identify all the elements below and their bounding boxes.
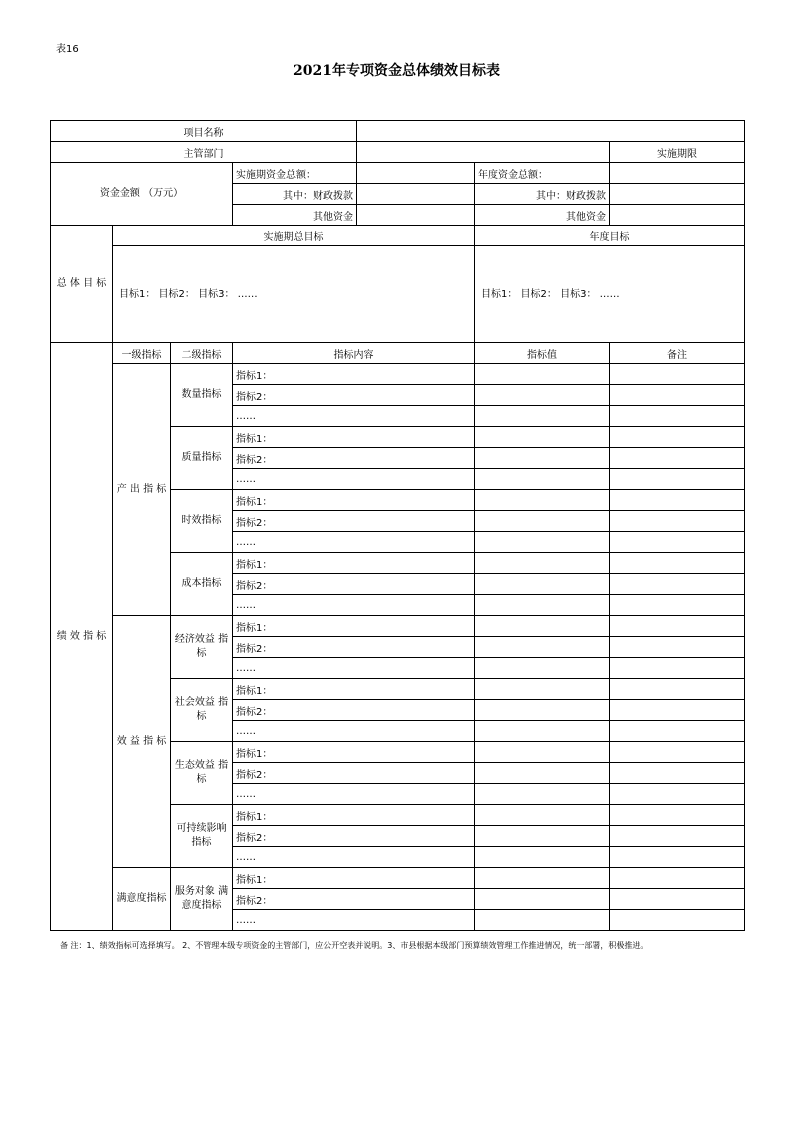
level2-indicator: 成本指标 [171, 553, 233, 616]
indicator-value-cell[interactable] [475, 427, 610, 448]
footnote: 备 注：1、绩效指标可选择填写。 2、不管理本级专项资金的主管部门，应公开空表并说明。3、市县根据本级部门预算绩效管理工作推进情况，统一部署，积极推进。 [60, 941, 649, 950]
level1-indicator: 产 出 指 标 [113, 364, 171, 616]
level2-indicator: 时效指标 [171, 490, 233, 553]
indicator-content-cell[interactable]: …… [233, 910, 475, 931]
period-total-label: 实施期资金总额： [233, 163, 357, 184]
indicator-value-cell[interactable] [475, 763, 610, 784]
indicator-row [51, 616, 745, 637]
indicator-remark-cell[interactable] [610, 574, 745, 595]
annual-other-label: 其他资金 [475, 205, 610, 226]
indicator-content-cell[interactable]: 指标2： [233, 826, 475, 847]
indicator-content-cell[interactable]: 指标2： [233, 511, 475, 532]
period-other-field[interactable] [357, 205, 475, 226]
project-name-label: 项目名称 [51, 121, 357, 142]
level2-indicator: 可持续影响 指标 [171, 805, 233, 868]
indicator-content-cell[interactable]: 指标1： [233, 553, 475, 574]
indicator-remark-cell[interactable] [610, 469, 745, 490]
annual-goals-list[interactable]: 目标1： 目标2： 目标3： …… [475, 246, 745, 343]
indicator-remark-cell[interactable] [610, 427, 745, 448]
indicator-value-cell[interactable] [475, 721, 610, 742]
indicator-row [51, 364, 745, 385]
level1-header: 一级指标 [113, 343, 171, 364]
indicator-remark-cell[interactable] [610, 448, 745, 469]
indicator-value-cell[interactable] [475, 364, 610, 385]
indicator-remark-cell[interactable] [610, 385, 745, 406]
dept-field[interactable] [357, 142, 610, 163]
indicator-value-cell[interactable] [475, 847, 610, 868]
funds-label: 资金金额 （万元） [51, 163, 233, 226]
level2-indicator: 质量指标 [171, 427, 233, 490]
indicator-remark-cell[interactable] [610, 700, 745, 721]
level2-header: 二级指标 [171, 343, 233, 364]
indicator-content-cell[interactable]: 指标1： [233, 616, 475, 637]
indicator-value-cell[interactable] [475, 784, 610, 805]
indicator-content-cell[interactable]: 指标1： [233, 490, 475, 511]
indicator-content-cell[interactable]: 指标2： [233, 385, 475, 406]
indicator-remark-cell[interactable] [610, 616, 745, 637]
indicator-value-cell[interactable] [475, 385, 610, 406]
page-title: 2021年专项资金总体绩效目标表 [293, 63, 500, 79]
level2-indicator: 数量指标 [171, 364, 233, 427]
period-goal-header: 实施期总目标 [113, 226, 475, 246]
indicator-value-cell[interactable] [475, 406, 610, 427]
indicator-value-cell[interactable] [475, 637, 610, 658]
indicator-content-cell[interactable]: 指标1： [233, 679, 475, 700]
indicator-remark-cell[interactable] [610, 364, 745, 385]
indicator-remark-cell[interactable] [610, 637, 745, 658]
performance-target-table [50, 120, 745, 931]
indicator-value-cell[interactable] [475, 826, 610, 847]
indicator-value-cell[interactable] [475, 490, 610, 511]
indicator-content-cell[interactable]: 指标2： [233, 889, 475, 910]
annual-fiscal-label: 其中：财政拨款 [475, 184, 610, 205]
indicator-remark-cell[interactable] [610, 889, 745, 910]
indicator-content-cell[interactable]: 指标2： [233, 763, 475, 784]
indicator-value-cell[interactable] [475, 553, 610, 574]
overall-goal-label: 总 体 目 标 [51, 226, 113, 343]
level2-indicator: 服务对象 满意度指标 [171, 868, 233, 931]
annual-fiscal-field[interactable] [610, 184, 745, 205]
indicator-content-cell[interactable]: …… [233, 658, 475, 679]
level1-indicator: 效 益 指 标 [113, 616, 171, 868]
indicator-remark-cell[interactable] [610, 553, 745, 574]
period-other-label: 其他资金 [233, 205, 357, 226]
indicator-remark-cell[interactable] [610, 511, 745, 532]
indicator-value-cell[interactable] [475, 700, 610, 721]
indicator-remark-cell[interactable] [610, 490, 745, 511]
content-header: 指标内容 [233, 343, 475, 364]
period-goals-list[interactable]: 目标1： 目标2： 目标3： …… [113, 246, 475, 343]
indicator-content-cell[interactable]: 指标1： [233, 868, 475, 889]
indicator-value-cell[interactable] [475, 889, 610, 910]
indicator-remark-cell[interactable] [610, 784, 745, 805]
performance-indicator-label: 绩 效 指 标 [51, 343, 113, 931]
indicator-value-cell[interactable] [475, 658, 610, 679]
period-total-field[interactable] [357, 163, 475, 184]
table-number: 表16 [56, 44, 79, 55]
indicator-remark-cell[interactable] [610, 721, 745, 742]
indicator-remark-cell[interactable] [610, 679, 745, 700]
level2-indicator: 生态效益 指标 [171, 742, 233, 805]
period-fiscal-field[interactable] [357, 184, 475, 205]
indicator-value-cell[interactable] [475, 448, 610, 469]
indicator-remark-cell[interactable] [610, 847, 745, 868]
level2-indicator: 经济效益 指标 [171, 616, 233, 679]
indicator-remark-cell[interactable] [610, 826, 745, 847]
indicator-value-cell[interactable] [475, 511, 610, 532]
level1-indicator: 满意度指标 [113, 868, 171, 931]
indicator-content-cell[interactable]: 指标1： [233, 742, 475, 763]
level2-indicator: 社会效益 指标 [171, 679, 233, 742]
indicator-value-cell[interactable] [475, 595, 610, 616]
indicator-content-cell[interactable]: 指标2： [233, 637, 475, 658]
indicator-content-cell[interactable]: 指标1： [233, 427, 475, 448]
indicator-remark-cell[interactable] [610, 868, 745, 889]
indicator-content-cell[interactable]: 指标2： [233, 700, 475, 721]
value-header: 指标值 [475, 343, 610, 364]
indicator-remark-cell[interactable] [610, 805, 745, 826]
annual-other-field[interactable] [610, 205, 745, 226]
indicator-remark-cell[interactable] [610, 910, 745, 931]
indicator-value-cell[interactable] [475, 805, 610, 826]
indicator-remark-cell[interactable] [610, 763, 745, 784]
indicator-value-cell[interactable] [475, 742, 610, 763]
indicator-value-cell[interactable] [475, 574, 610, 595]
indicator-content-cell[interactable]: 指标1： [233, 364, 475, 385]
indicator-value-cell[interactable] [475, 679, 610, 700]
indicator-value-cell[interactable] [475, 616, 610, 637]
indicator-remark-cell[interactable] [610, 742, 745, 763]
indicator-remark-cell[interactable] [610, 406, 745, 427]
indicator-content-cell[interactable]: …… [233, 721, 475, 742]
indicator-value-cell[interactable] [475, 532, 610, 553]
indicator-value-cell[interactable] [475, 910, 610, 931]
indicator-value-cell[interactable] [475, 469, 610, 490]
remark-header: 备注 [610, 343, 745, 364]
indicator-content-cell[interactable]: 指标2： [233, 448, 475, 469]
project-name-field[interactable] [357, 121, 745, 142]
indicator-remark-cell[interactable] [610, 532, 745, 553]
annual-total-field[interactable] [610, 163, 745, 184]
indicator-remark-cell[interactable] [610, 658, 745, 679]
indicator-content-cell[interactable]: 指标1： [233, 805, 475, 826]
indicator-value-cell[interactable] [475, 868, 610, 889]
indicator-remark-cell[interactable] [610, 595, 745, 616]
period-label: 实施期限 [610, 142, 745, 163]
indicator-content-cell[interactable]: …… [233, 784, 475, 805]
indicator-content-cell[interactable]: …… [233, 595, 475, 616]
indicator-content-cell[interactable]: …… [233, 406, 475, 427]
period-fiscal-label: 其中：财政拨款 [233, 184, 357, 205]
indicator-content-cell[interactable]: 指标2： [233, 574, 475, 595]
indicator-content-cell[interactable]: …… [233, 847, 475, 868]
indicator-row [51, 868, 745, 889]
indicator-content-cell[interactable]: …… [233, 469, 475, 490]
annual-goal-header: 年度目标 [475, 226, 745, 246]
indicator-content-cell[interactable]: …… [233, 532, 475, 553]
dept-label: 主管部门 [51, 142, 357, 163]
annual-total-label: 年度资金总额： [475, 163, 610, 184]
